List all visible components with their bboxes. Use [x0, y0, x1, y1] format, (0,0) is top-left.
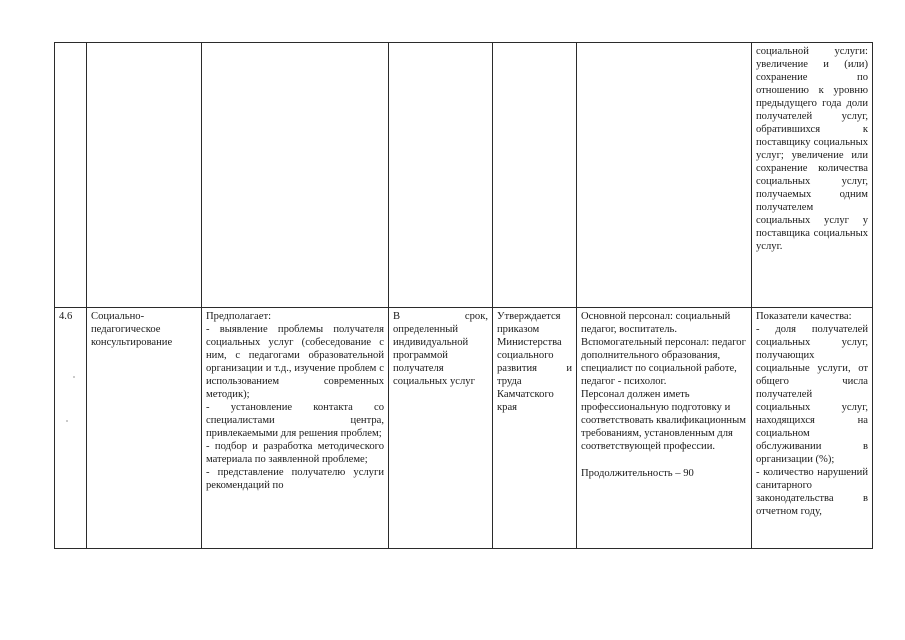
cell-name-empty [87, 43, 202, 308]
cell-standard [493, 308, 577, 549]
cell-staff-empty [577, 43, 752, 308]
cell-standard-empty [493, 43, 577, 308]
scan-speck [73, 376, 75, 378]
service-term: В срок, определенный индивидуальной программой получателя социальных услуг [393, 311, 488, 387]
service-duration: Продолжительность – 90 [581, 468, 694, 479]
cell-description-empty [202, 43, 389, 308]
service-description: Предполагает: - выявление проблемы получателя социальных услуг (собеседование с ним, с педагогами образовательной организации и т.д., изучение проблем с использованием современных методик); - установление контакта со специалистами центра, привлекаемыми для решения проблем; - подбор и разработка методического материала по заявленной проблеме; - представление получателю услуги рекомендаций по [206, 311, 384, 491]
service-name: Социально-педагогическое консультирование [91, 311, 173, 348]
cell-number-empty [55, 43, 87, 308]
service-standard: Утверждается приказом Министерства социального развития и труда Камчатского края [497, 311, 572, 413]
table-row-service-4-6 [55, 308, 873, 549]
document-page [54, 42, 872, 547]
table-row-continued [55, 43, 873, 308]
cell-description [202, 308, 389, 549]
cell-staff [577, 308, 752, 549]
cell-number [55, 308, 87, 549]
cell-term-empty [389, 43, 493, 308]
cell-term [389, 308, 493, 549]
indicators-continued-text: социальной услуги: увеличение и (или) сохранение по отношению к уровню предыдущего года доли получателей услуг, обратившихся к поставщику социальных услуг; увеличение или сохранение количества социальных услуг, получаемых одним получателем социальных услуг у поставщика социальных услуг. [756, 46, 868, 252]
cell-indicators [752, 308, 873, 549]
service-number: 4.6 [59, 311, 73, 322]
service-indicators: Показатели качества: - доля получателей социальных услуг, получающих социальные услуги, от общего числа получателей социальных услуг, находящихся на социальном обслуживании в организации (%); - количество нарушений санитарного законодательства в отчетном году, [756, 311, 868, 517]
scan-speck [66, 420, 68, 422]
service-staff: Основной персонал: социальный педагог, воспитатель. Вспомогательный персонал: педагог дополнительного образования, специалист по социальной работе, педагог - психолог. Персонал должен иметь профессиональную подготовку и соответствовать квалификационным требованиям, установленным для соответствующей профессии. [581, 311, 746, 452]
cell-name [87, 308, 202, 549]
services-table [54, 42, 873, 549]
cell-indicators-continued [752, 43, 873, 308]
